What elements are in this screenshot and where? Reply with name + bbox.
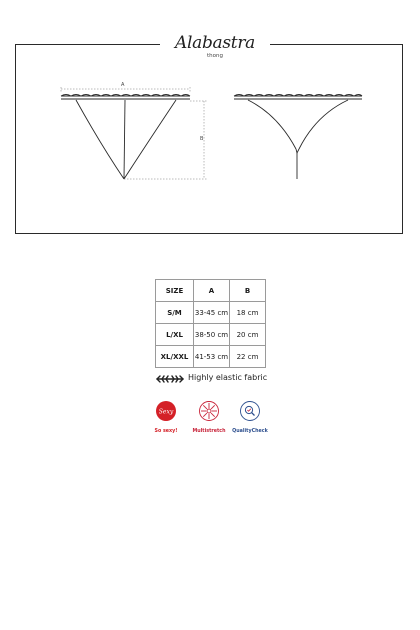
front-right-strap [124,100,176,179]
so-sexy-badge [144,400,188,434]
size-cell: XL/XXL [156,346,194,368]
size-table [155,279,266,368]
back-view-drawing [234,95,362,180]
quality-check-badge [228,400,272,434]
so-sexy-icon-text: Sexy [158,408,174,416]
header-size: SIZE [156,280,194,302]
measure-b-cell: 20 cm [230,324,266,346]
measure-a-cell: 41-53 cm [194,346,230,368]
elastic-arrows-icon [154,373,186,385]
back-left-strap [248,100,296,149]
table-row [156,302,266,324]
measure-b-cell: 18 cm [230,302,266,324]
measure-a-cell: 38-50 cm [194,324,230,346]
dimension-label-a: A [121,82,125,88]
quality-check-icon [239,400,261,422]
header-a: A [194,280,230,302]
front-view-drawing [61,95,190,180]
multistretch-badge [187,400,231,434]
measure-a-cell: 33-45 cm [194,302,230,324]
back-right-strap [299,100,348,149]
multistretch-icon [198,400,220,422]
so-sexy-label: So sexy! [154,429,178,434]
elastic-fabric-label: Highly elastic fabric [188,373,268,382]
quality-check-label: QualityCheck [232,429,268,434]
dimension-lines [61,87,208,179]
elastic-fabric-feature [154,372,284,386]
multistretch-label: Multistretch [192,429,226,434]
so-sexy-icon [155,400,177,422]
table-row [156,346,266,368]
header-b: B [230,280,266,302]
measure-b-cell: 22 cm [230,346,266,368]
table-row [156,324,266,346]
product-diagram-box [15,44,403,234]
back-t-join [296,149,299,153]
brand-logo [160,30,270,66]
brand-subtitle: thong [207,53,223,59]
brand-name: Alabastra [175,33,255,53]
size-table-header [156,280,266,302]
size-cell: L/XL [156,324,194,346]
front-left-strap [76,100,124,179]
thong-technical-drawing [16,45,404,235]
front-center-line [124,100,125,179]
dimension-label-b: B [200,136,204,142]
size-cell: S/M [156,302,194,324]
